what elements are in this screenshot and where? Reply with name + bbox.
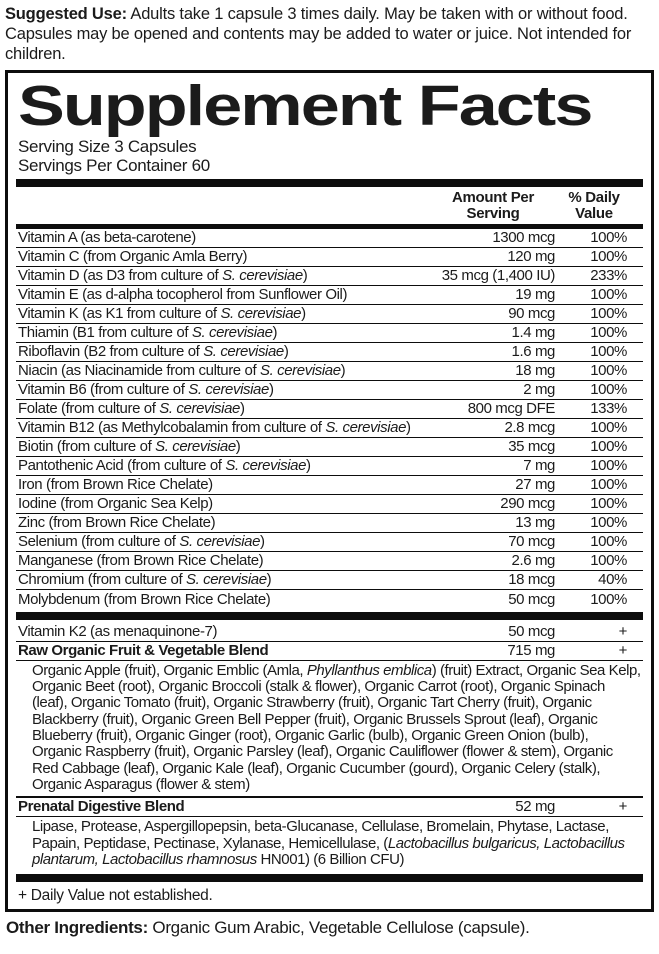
- divider-bar: [16, 179, 643, 187]
- nutrient-name: Niacin (as Niacinamide from culture of S. cerevisiae): [18, 362, 346, 380]
- column-header-amount: Amount Per Serving: [451, 189, 534, 223]
- table-row: [16, 248, 643, 267]
- table-row: [16, 495, 643, 514]
- panel-title: Supplement Facts: [18, 74, 592, 138]
- nutrient-name: Iron (from Brown Rice Chelate): [18, 476, 213, 494]
- blend-header-row: [16, 798, 643, 817]
- table-row: [16, 571, 643, 590]
- nutrient-amount: 13 mg: [515, 514, 555, 532]
- nutrient-name: Vitamin K2 (as menaquinone-7): [18, 622, 218, 640]
- nutrient-amount: 1.4 mg: [511, 324, 555, 342]
- nutrient-amount: 290 mcg: [500, 495, 555, 513]
- nutrient-name: Biotin (from culture of S. cerevisiae): [18, 438, 241, 456]
- blend-amount: 715 mg: [507, 641, 555, 659]
- blend-dv: +: [618, 641, 627, 659]
- nutrient-dv: 233%: [590, 267, 627, 285]
- nutrient-name: Thiamin (B1 from culture of S. cerevisiae): [18, 324, 278, 342]
- table-row: [16, 324, 643, 343]
- servings-per-container: Servings Per Container 60: [18, 156, 210, 176]
- nutrient-name: Vitamin C (from Organic Amla Berry): [18, 248, 248, 266]
- footnote: + Daily Value not established.: [18, 887, 213, 905]
- nutrient-dv: 40%: [598, 571, 627, 589]
- nutrient-name: Chromium (from culture of S. cerevisiae): [18, 571, 272, 589]
- nutrient-amount: 19 mg: [515, 286, 555, 304]
- divider-bar: [16, 874, 643, 882]
- nutrient-name: Vitamin B12 (as Methylcobalamin from culture of S. cerevisiae): [18, 419, 411, 437]
- table-row: [16, 552, 643, 571]
- table-row: [16, 267, 643, 286]
- nutrient-amount: 2.8 mcg: [504, 419, 555, 437]
- nutrient-name: Vitamin E (as d-alpha tocopherol from Sunflower Oil): [18, 286, 348, 304]
- nutrient-name: Vitamin A (as beta-carotene): [18, 229, 196, 247]
- nutrient-name: Manganese (from Brown Rice Chelate): [18, 552, 264, 570]
- blend-amount: 52 mg: [515, 798, 555, 816]
- nutrient-amount: 800 mcg DFE: [467, 400, 555, 418]
- nutrient-amount: 50 mcg: [508, 590, 555, 608]
- nutrient-dv: 100%: [590, 305, 627, 323]
- nutrient-amount: 18 mg: [515, 362, 555, 380]
- column-header-row: [16, 187, 643, 224]
- suggested-use: [5, 4, 654, 64]
- table-row: [16, 343, 643, 362]
- table-row: [16, 400, 643, 419]
- nutrient-dv: 100%: [590, 229, 627, 247]
- nutrient-name: Molybdenum (from Brown Rice Chelate): [18, 590, 271, 608]
- nutrient-dv: 100%: [590, 324, 627, 342]
- table-row: [16, 457, 643, 476]
- table-row: [16, 381, 643, 400]
- nutrient-amount: 50 mcg: [508, 622, 555, 640]
- column-header-dv: % Daily Value: [568, 189, 620, 223]
- nutrient-dv: 100%: [590, 286, 627, 304]
- nutrient-dv: 100%: [590, 381, 627, 399]
- table-row: [16, 514, 643, 533]
- nutrient-name: Zinc (from Brown Rice Chelate): [18, 514, 216, 532]
- nutrient-amount: 1.6 mg: [511, 343, 555, 361]
- nutrient-dv: 100%: [590, 514, 627, 532]
- suggested-use-text: Adults take 1 capsule 3 times daily. May be taken with or without food. Capsules may be opened and contents may be added to water or juice. Not intended for children.: [5, 5, 632, 64]
- nutrient-amount: 18 mcg: [508, 571, 555, 589]
- nutrient-name: Vitamin D (as D3 from culture of S. cerevisiae): [18, 267, 308, 285]
- other-ingredients-text: Organic Gum Arabic, Vegetable Cellulose (capsule).: [152, 918, 530, 938]
- table-row: [16, 286, 643, 305]
- blend-dv: +: [618, 798, 627, 816]
- nutrient-amount: 27 mg: [515, 476, 555, 494]
- blend-section: [16, 623, 643, 871]
- nutrient-amount: 1300 mcg: [492, 229, 555, 247]
- nutrient-name: Selenium (from culture of S. cerevisiae): [18, 533, 265, 551]
- table-row: [16, 623, 643, 642]
- nutrient-name: Riboflavin (B2 from culture of S. cerevisiae): [18, 343, 289, 361]
- nutrient-amount: 120 mg: [507, 248, 555, 266]
- blend-ingredients: Lipase, Protease, Aspergillopepsin, beta-Glucanase, Cellulase, Bromelain, Phytase, Lactase, Papain, Peptidase, Pectinase, Xylanase, Hemicellulase, (Lactobacillus bulgaricus, Lactobacillus plantarum, Lactobacillus rhamnosus HN001) (6 Billion CFU): [32, 818, 625, 868]
- table-row: [16, 229, 643, 248]
- nutrient-dv: 100%: [590, 248, 627, 266]
- divider-bar: [16, 612, 643, 620]
- table-row: [16, 305, 643, 324]
- nutrient-amount: 35 mcg (1,400 IU): [441, 267, 555, 285]
- nutrient-amount: 2 mg: [523, 381, 555, 399]
- table-row: [16, 590, 643, 609]
- nutrient-dv: 100%: [590, 533, 627, 551]
- table-row: [16, 362, 643, 381]
- nutrient-dv: 100%: [590, 457, 627, 475]
- other-ingredients-label: Other Ingredients:: [6, 918, 148, 938]
- blend-name: Raw Organic Fruit & Vegetable Blend: [18, 641, 269, 659]
- nutrient-name: Vitamin K (as K1 from culture of S. cerevisiae): [18, 305, 306, 323]
- nutrient-name: Iodine (from Organic Sea Kelp): [18, 495, 213, 513]
- serving-size: Serving Size 3 Capsules: [18, 137, 197, 157]
- table-row: [16, 438, 643, 457]
- nutrient-amount: 90 mcg: [508, 305, 555, 323]
- nutrient-dv: 100%: [590, 552, 627, 570]
- nutrient-dv: 133%: [590, 400, 627, 418]
- nutrient-amount: 70 mcg: [508, 533, 555, 551]
- nutrient-name: Vitamin B6 (from culture of S. cerevisiae): [18, 381, 274, 399]
- table-row: [16, 476, 643, 495]
- nutrient-dv: 100%: [590, 343, 627, 361]
- supplement-facts-panel: [5, 70, 654, 912]
- nutrient-name: Folate (from culture of S. cerevisiae): [18, 400, 245, 418]
- table-row: [16, 419, 643, 438]
- other-ingredients: [5, 918, 654, 938]
- blend-ingredients: Organic Apple (fruit), Organic Emblic (Amla, Phyllanthus emblica) (fruit) Extract, Organic Sea Kelp, Organic Beet (root), Organic Broccoli (stalk & flower), Organic Carrot (root), Organic Spinach (leaf), Organic Tomato (fruit), Organic Strawberry (fruit), Organic Tart Cherry (fruit), Organic Blackberry (fruit), Organic Green Bell Pepper (fruit), Organic Brussels Sprout (leaf), Organic Blueberry (fruit), Organic Ginger (root), Organic Garlic (bulb), Organic Green Onion (bulb), Organic Raspberry (fruit), Organic Parsley (leaf), Organic Cauliflower (flower & stem), Organic Red Cabbage (leaf), Organic Kale (leaf), Organic Cucumber (gourd), Organic Celery (stalk), Organic Asparagus (flower & stem): [32, 661, 641, 793]
- blend-header-row: [16, 642, 643, 661]
- suggested-use-label: Suggested Use:: [5, 5, 127, 23]
- nutrient-dv: 100%: [590, 419, 627, 437]
- nutrient-name: Pantothenic Acid (from culture of S. cerevisiae): [18, 457, 311, 475]
- nutrient-amount: 7 mg: [523, 457, 555, 475]
- nutrient-dv: +: [618, 622, 627, 640]
- nutrient-dv: 100%: [590, 438, 627, 456]
- blend-name: Prenatal Digestive Blend: [18, 798, 185, 816]
- nutrient-rows: [16, 229, 643, 609]
- nutrient-amount: 2.6 mg: [511, 552, 555, 570]
- nutrient-dv: 100%: [590, 362, 627, 380]
- nutrient-dv: 100%: [590, 590, 627, 608]
- table-row: [16, 533, 643, 552]
- blend-block: [16, 642, 643, 796]
- nutrient-dv: 100%: [590, 476, 627, 494]
- nutrient-dv: 100%: [590, 495, 627, 513]
- nutrient-amount: 35 mcg: [508, 438, 555, 456]
- blend-block: [16, 796, 643, 871]
